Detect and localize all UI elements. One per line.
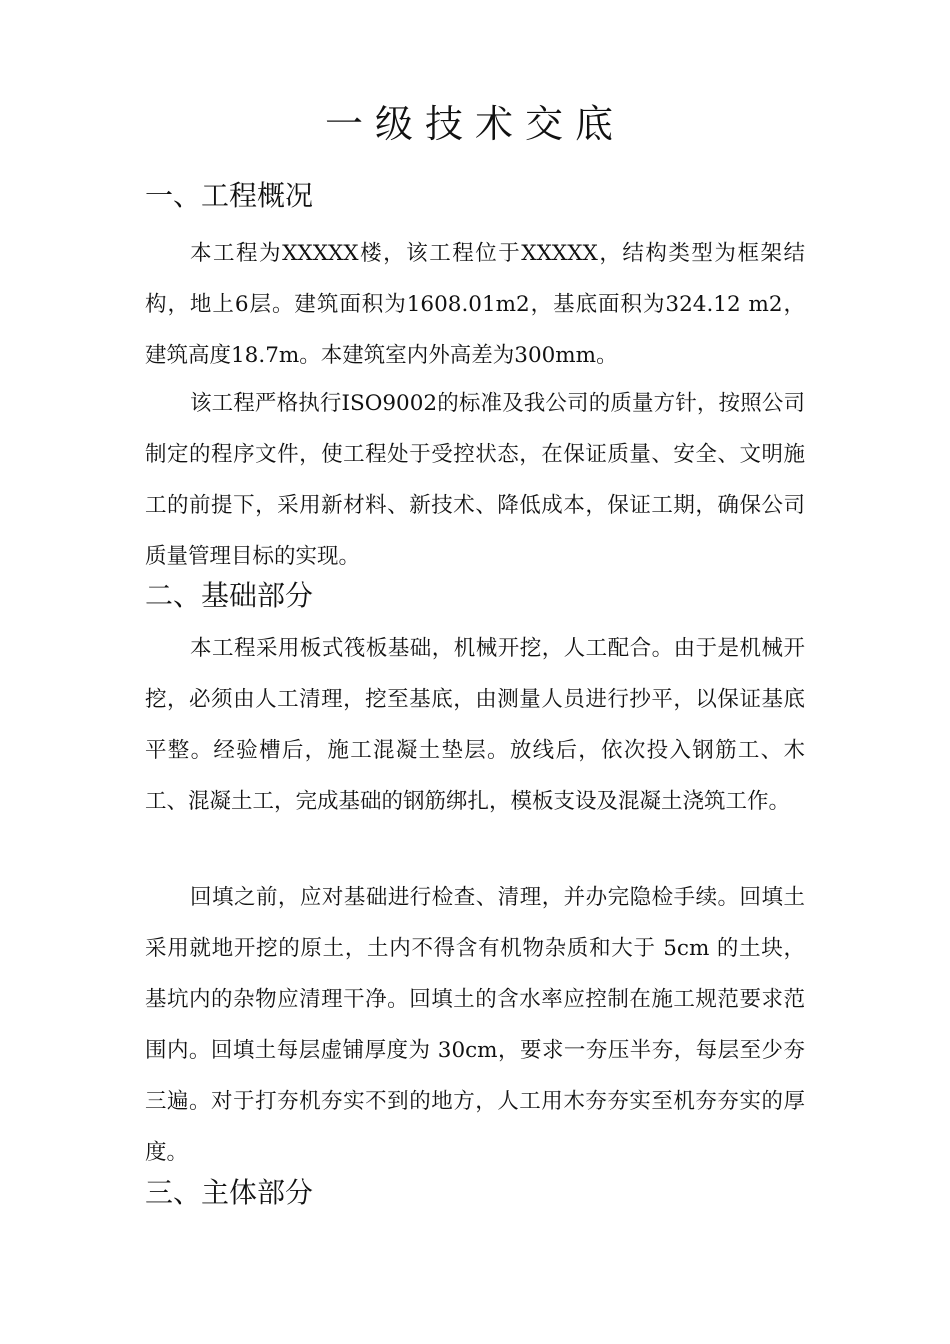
paragraph-overview-1: 本工程为XXXXX楼，该工程位于XXXXX，结构类型为框架结构，地上6层。建筑面积为1608.01m2，基底面积为324.12 m2，建筑高度18.7m。本建筑室内外高差为300mm。	[145, 241, 805, 368]
paragraph-foundation-2: 回填之前，应对基础进行检查、清理，并办完隐检手续。回填土采用就地开挖的原土，土内不得含有机物杂质和大于 5cm 的土块，基坑内的杂物应清理干净。回填土的含水率应控制在施工规范要求范围内。回填土每层虚铺厚度为 30cm，要求一夯压半夯，每层至少夯三遍。对于打夯机夯实不到的地方，人工用木夯夯实至机夯夯实的厚度。	[145, 885, 805, 1165]
document-title: 一级技术交底	[324, 102, 625, 146]
paragraph-overview-2: 该工程严格执行ISO9002的标准及我公司的质量方针，按照公司制定的程序文件，使工程处于受控状态，在保证质量、安全、文明施工的前提下，采用新材料、新技术、降低成本，保证工期，确保公司质量管理目标的实现。	[145, 391, 805, 569]
section-heading-main-structure: 三、主体部分	[145, 1176, 314, 1209]
section-heading-foundation: 二、基础部分	[145, 579, 314, 612]
paragraph-foundation-1: 本工程采用板式筏板基础，机械开挖，人工配合。由于是机械开挖，必须由人工清理，挖至基底，由测量人员进行抄平，以保证基底平整。经验槽后，施工混凝土垫层。放线后，依次投入钢筋工、木工、混凝土工，完成基础的钢筋绑扎，模板支设及混凝土浇筑工作。	[145, 636, 805, 814]
section-heading-overview: 一、工程概况	[145, 179, 314, 212]
